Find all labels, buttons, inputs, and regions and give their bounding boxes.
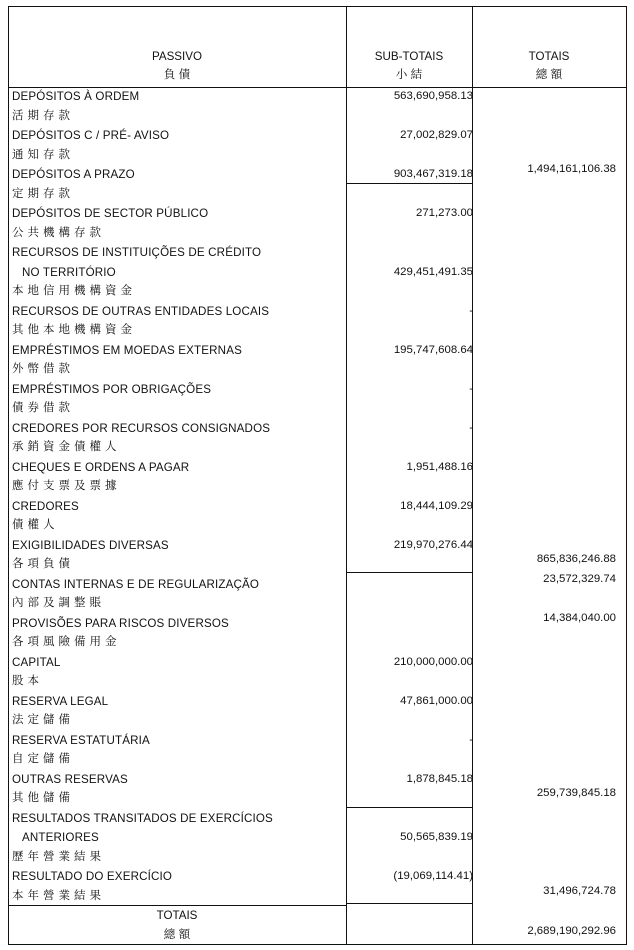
row-label: EXIGIBILIDADES DIVERSAS bbox=[12, 538, 169, 552]
frame-left bbox=[8, 6, 9, 945]
row-label: 本地信用機構資金 bbox=[12, 285, 136, 297]
row-label: 內部及調整賬 bbox=[12, 597, 105, 609]
row-subtotal: 219,970,276.44 bbox=[393, 538, 473, 551]
row-label: 債券借款 bbox=[12, 402, 74, 414]
row-label: 外幣借款 bbox=[12, 363, 74, 375]
header-subtotais: SUB-TOTAIS bbox=[374, 50, 444, 63]
row-label: 各項負債 bbox=[12, 558, 74, 570]
header-passivo-zh: 負 債 bbox=[163, 68, 191, 81]
row-total: 23,572,329.74 bbox=[543, 572, 616, 585]
row-label: RECURSOS DE INSTITUIÇÕES DE CRÉDITO bbox=[12, 246, 262, 259]
row-label: 法定儲備 bbox=[12, 714, 74, 726]
row-label: RESERVA ESTATUTÁRIA bbox=[12, 733, 150, 747]
row-label: 各項風險備用金 bbox=[12, 636, 121, 648]
row-label: RESULTADO DO EXERCÍCIO bbox=[12, 870, 173, 883]
subtotal-rule-reservas bbox=[346, 807, 473, 808]
row-subtotal: 903,467,319.18 bbox=[393, 168, 473, 180]
row-total: 259,739,845.18 bbox=[536, 787, 616, 799]
row-label: 自定儲備 bbox=[12, 753, 74, 765]
row-label: RESULTADOS TRANSITADOS DE EXERCÍCIOS bbox=[12, 811, 273, 825]
header-totais: TOTAIS bbox=[528, 50, 570, 63]
subtotal-rule-exigibilidades bbox=[346, 572, 473, 573]
row-total: 31,496,724.78 bbox=[543, 884, 616, 897]
row-label: 股本 bbox=[12, 675, 43, 687]
row-label: CREDORES bbox=[12, 499, 79, 513]
row-subtotal: 563,690,958.13 bbox=[393, 90, 473, 102]
row-label: RESERVA LEGAL bbox=[12, 694, 109, 708]
row-subtotal: - bbox=[469, 382, 473, 395]
footer-totais-zh: 總 額 bbox=[163, 928, 191, 941]
row-label: DEPÓSITOS À ORDEM bbox=[12, 90, 140, 103]
header-subtotais-zh: 小 結 bbox=[395, 68, 423, 81]
row-subtotal: 195,747,608.64 bbox=[393, 343, 473, 356]
row-subtotal: 50,565,839.19 bbox=[400, 831, 473, 843]
row-label: ANTERIORES bbox=[22, 831, 99, 844]
row-subtotal: 210,000,000.00 bbox=[393, 655, 473, 668]
row-total: 14,384,040.00 bbox=[543, 611, 616, 624]
row-label: NO TERRITÓRIO bbox=[22, 265, 116, 279]
row-label: CAPITAL bbox=[12, 655, 61, 669]
row-label: CHEQUES E ORDENS A PAGAR bbox=[12, 460, 190, 474]
row-label: RECURSOS DE OUTRAS ENTIDADES LOCAIS bbox=[12, 304, 270, 318]
row-subtotal: - bbox=[469, 733, 473, 746]
row-total: 865,836,246.88 bbox=[536, 553, 616, 565]
frame-right bbox=[626, 6, 627, 945]
row-label: EMPRÉSTIMOS POR OBRIGAÇÕES bbox=[12, 382, 212, 396]
row-subtotal: 429,451,491.35 bbox=[393, 265, 473, 278]
row-label: 債權人 bbox=[12, 519, 59, 531]
frame-top bbox=[8, 6, 627, 7]
row-subtotal: 18,444,109.29 bbox=[400, 499, 473, 512]
row-subtotal: 1,951,488.16 bbox=[406, 460, 473, 473]
row-label: OUTRAS RESERVAS bbox=[12, 772, 128, 786]
header-passivo: PASSIVO bbox=[151, 50, 203, 63]
row-label: CREDORES POR RECURSOS CONSIGNADOS bbox=[12, 421, 271, 435]
row-label: 承銷資金債權人 bbox=[12, 441, 121, 453]
row-label: CONTAS INTERNAS E DE REGULARIZAÇÃO bbox=[12, 577, 260, 591]
row-subtotal: - bbox=[469, 421, 473, 434]
row-label: DEPÓSITOS DE SECTOR PÚBLICO bbox=[12, 207, 209, 220]
row-total: 1,494,161,106.38 bbox=[527, 163, 616, 175]
subtotal-rule-resultados bbox=[346, 903, 473, 904]
header-totais-zh: 總 額 bbox=[535, 68, 563, 81]
row-label: 其他儲備 bbox=[12, 792, 74, 804]
row-label: 公共機構存款 bbox=[12, 226, 105, 239]
row-label: 本年營業結果 bbox=[12, 889, 105, 902]
row-subtotal: 47,861,000.00 bbox=[400, 694, 473, 707]
row-subtotal: 271,273.00 bbox=[415, 207, 473, 219]
grand-total: 2,689,190,292.96 bbox=[527, 925, 616, 937]
row-subtotal: (19,069,114.41) bbox=[393, 870, 473, 882]
footer-totais: TOTAIS bbox=[156, 909, 198, 922]
row-subtotal: - bbox=[469, 304, 473, 317]
row-label: 應付支票及票據 bbox=[12, 480, 121, 492]
row-label: EMPRÉSTIMOS EM MOEDAS EXTERNAS bbox=[12, 343, 242, 357]
row-label: DEPÓSITOS A PRAZO bbox=[12, 168, 135, 181]
row-subtotal: 27,002,829.07 bbox=[400, 129, 473, 141]
row-label: PROVISÕES PARA RISCOS DIVERSOS bbox=[12, 616, 229, 630]
row-label: 其他本地機構資金 bbox=[12, 324, 136, 336]
row-label: 通知存款 bbox=[12, 148, 74, 161]
row-label: 活期存款 bbox=[12, 109, 74, 122]
row-label: DEPÓSITOS C / PRÉ- AVISO bbox=[12, 129, 170, 142]
row-label: 歷年營業結果 bbox=[12, 850, 105, 863]
row-subtotal: 1,878,845.18 bbox=[406, 772, 473, 785]
frame-bottom bbox=[8, 944, 627, 945]
row-label: 定期存款 bbox=[12, 187, 74, 200]
